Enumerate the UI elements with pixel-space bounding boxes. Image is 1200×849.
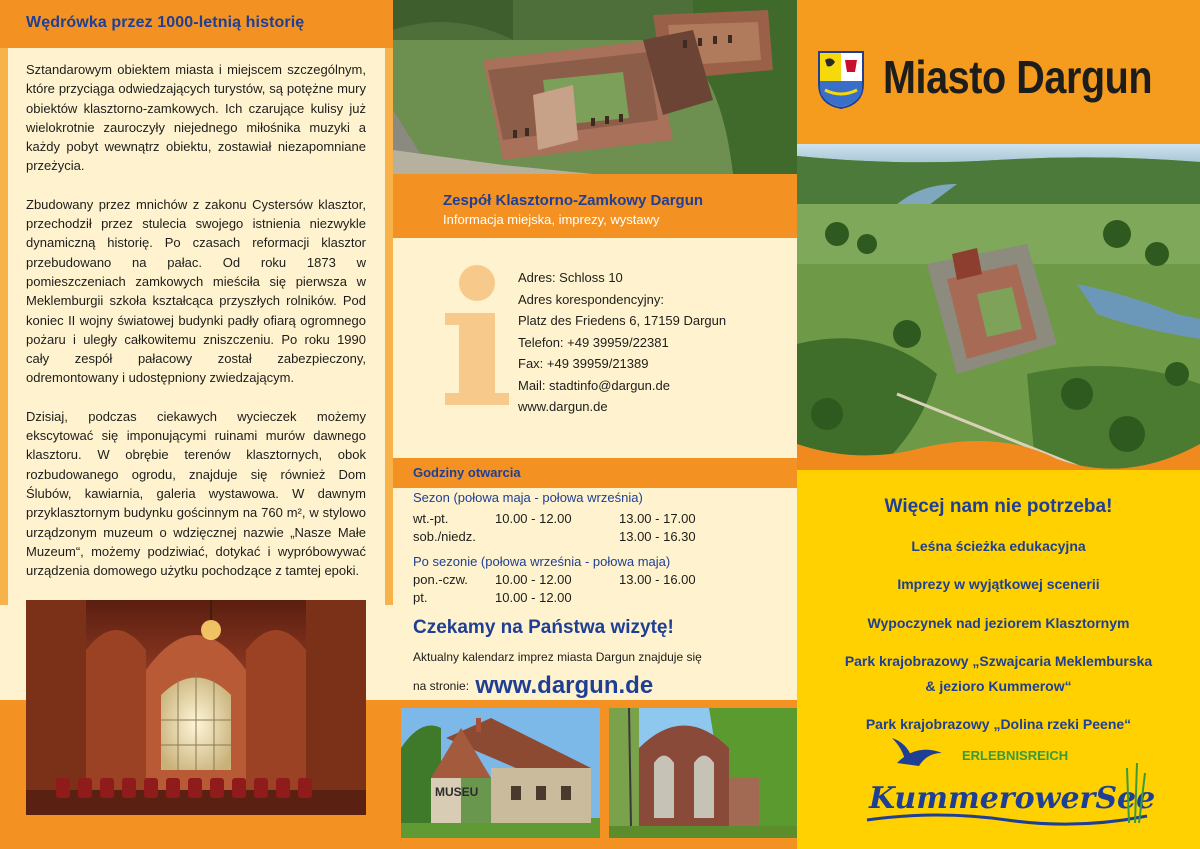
hours-days: sob./niedz. (413, 529, 476, 544)
calendar-text: Aktualny kalendarz imprez miasta Dargun znajduje się (413, 650, 702, 664)
museum-sign: MUSEU (435, 785, 479, 799)
kummerower-see-logo (857, 738, 1167, 838)
history-paragraph: Dzisiaj, podczas ciekawych wycieczek możemy ekscytować się imponującymi ruinami murów dawnego klasztoru. W obrębie terenów klasztornych, obok rozbudowanego ogrodu, znajduje się również Dom Ślubów, kawiarnia, galeria wystawowa. W dawnym przyklasztornym budynku gościnnym na 760 m², w stylowo urządzonym muzeum o wdzięcznej nazwie „Nasze Małe Muzeum“, możemy podziwiać, dotykać i wypróbowywać urządzenia domowego użytku pochodzące z tamtej epoki. (26, 408, 366, 579)
hours-days: pon.-czw. (413, 572, 468, 587)
fax-line: Fax: +49 39959/21389 (518, 356, 649, 371)
hours-days: wt.-pt. (413, 511, 449, 526)
info-subtitle: Informacja miejska, imprezy, wystawy (443, 212, 660, 227)
history-header (0, 0, 393, 48)
season-label: Sezon (połowa maja - połowa września) (413, 490, 643, 505)
hours-afternoon: 13.00 - 16.00 (619, 572, 696, 587)
feature-item: Park krajobrazowy „Szwajcaria Meklemburska (844, 653, 1153, 669)
feature-item: Imprezy w wyjątkowej scenerii (897, 576, 1100, 592)
email-link[interactable]: Mail: stadtinfo@dargun.de (518, 377, 670, 393)
feature-item: & jezioro Kummerow“ (925, 678, 1072, 694)
coat-of-arms-icon (817, 50, 865, 110)
info-title: Zespół Klasztorno-Zamkowy Dargun (443, 192, 704, 209)
panel-edge-strip (0, 48, 8, 605)
cover-tagline: Więcej nam nie potrzeba! (884, 496, 1113, 517)
hours-title: Godziny otwarcia (413, 465, 521, 480)
feature-item: Wypoczynek nad jeziorem Klasztornym (867, 615, 1130, 631)
brand-tagline: ERLEBNISREICH (962, 748, 1069, 763)
welcome-heading: Czekamy na Państwa wizytę! (413, 617, 674, 638)
website-line (413, 672, 653, 700)
history-text (26, 60, 366, 599)
postal-address: Platz des Friedens 6, 17159 Dargun (518, 313, 727, 328)
hours-afternoon: 13.00 - 16.30 (619, 529, 696, 544)
town-aerial-photo (797, 144, 1200, 484)
museum-building-photo (401, 708, 600, 838)
info-panel (393, 0, 797, 849)
city-title: Miasto Dargun (883, 51, 1153, 103)
panel-edge-strip (385, 48, 393, 605)
church-interior-photo (26, 600, 366, 815)
info-icon (443, 265, 518, 405)
castle-aerial-photo (393, 0, 797, 174)
hours-afternoon: 13.00 - 17.00 (619, 511, 696, 526)
feature-item: Leśna ścieżka edukacyjna (911, 538, 1086, 554)
history-panel (0, 0, 393, 849)
feature-item: Park krajobrazowy „Dolina rzeki Peene“ (865, 716, 1132, 732)
church-ruin-photo (609, 708, 797, 838)
website-url-link[interactable]: www.dargun.de (475, 672, 654, 699)
history-paragraph: Sztandarowym obiektem miasta i miejscem szczególnym, które przyciąga odwiedzających turystów, są potężne mury obiektów klasztorno-zamkowych. Ich czarujące kulisy już wielokrotnie zauroczyły niejednego miłośnika muzyki a każdy pobyt wewnątrz obiektu, zostawiał niezapomniane przeżycia. (26, 62, 366, 174)
cover-panel (797, 0, 1200, 849)
postal-label: Adres korespondencyjny: (518, 291, 664, 307)
address-line: Adres: Schloss 10 (518, 270, 623, 285)
website-prefix: na stronie: (413, 679, 470, 693)
history-paragraph: Zbudowany przez mnichów z zakonu Cystersów klasztor, przechodził przez stulecia swojego istnienia niezwykle dynamiczną historię. Po czasach reformacji klasztor przebudowano na pałac. Od roku 1873 w pomieszczeniach zamkowych mieściła się pierwsza w Meklemburgii szkoła kształcąca przyszłych rolników. Pod koniec II wojny światowej budynki padły ofiarą ogromnego pożaru i uległy całkowitemu zniszczeniu. Po roku 1990 cały zespół pałacowy został zabezpieczony, odremontowany i udostępniony zwiedzającym. (26, 196, 366, 386)
contact-details (518, 267, 726, 418)
website-link[interactable]: www.dargun.de (518, 399, 608, 414)
hours-morning: 10.00 - 12.00 (495, 511, 572, 526)
history-heading: Wędrówka przez 1000-letnią historię (26, 14, 305, 31)
brand-name: KummerowerSee (869, 781, 1156, 816)
offseason-label: Po sezonie (połowa września - połowa maja) (413, 554, 671, 569)
hours-days: pt. (413, 590, 428, 605)
hours-morning: 10.00 - 12.00 (495, 572, 572, 587)
hours-morning: 10.00 - 12.00 (495, 590, 572, 605)
phone-line: Telefon: +49 39959/22381 (518, 334, 669, 350)
